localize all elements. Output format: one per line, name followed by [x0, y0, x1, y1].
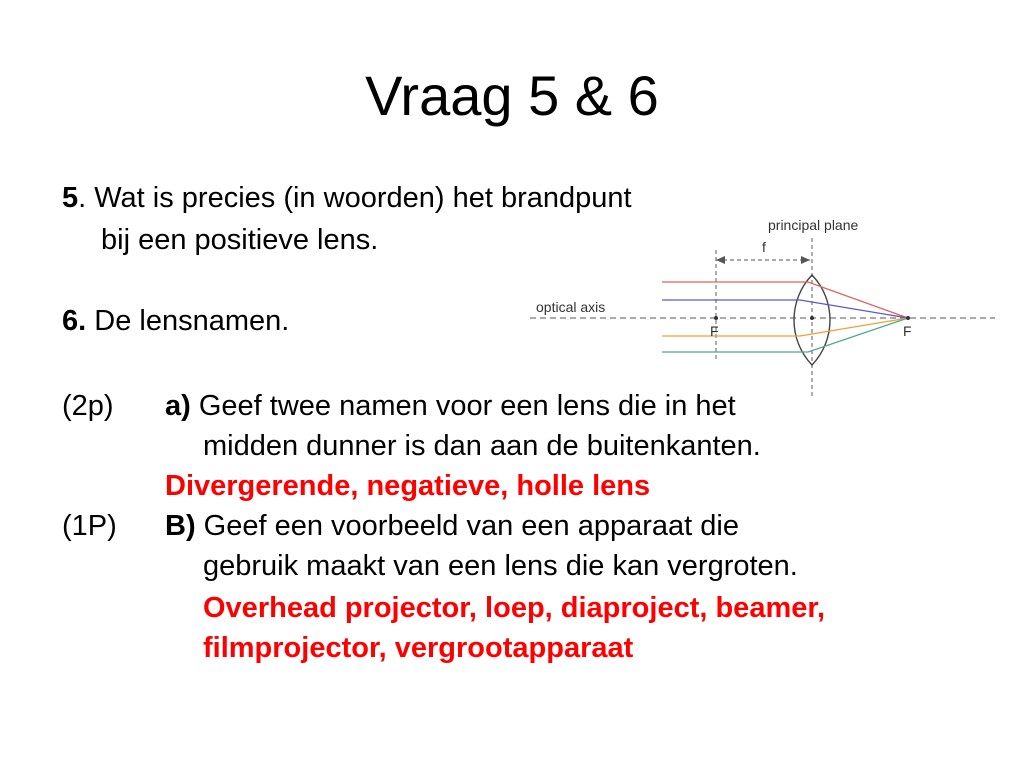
optical-axis-label: optical axis	[536, 299, 606, 315]
question-6-text: De lensnamen.	[94, 305, 290, 337]
question-5-number: 5	[62, 182, 79, 214]
question-b-line-1	[165, 508, 739, 544]
question-a-points: (2p)	[62, 390, 114, 422]
question-5-line-2: bij een positieve lens.	[101, 224, 379, 256]
focus-point-right	[906, 316, 910, 320]
question-b-answer-1: Overhead projector, loep, diaproject, beamer,	[203, 592, 826, 624]
ray-green	[662, 318, 908, 352]
focal-arrow-right-head	[801, 256, 810, 264]
question-5-text: . Wat is precies (in woorden) het brandpunt	[78, 182, 632, 214]
question-6-line	[62, 303, 289, 339]
question-b-text: Geef een voorbeeld van een apparaat die	[203, 510, 739, 542]
question-b-line-2: gebruik maakt van een lens die kan vergroten.	[203, 550, 798, 582]
lens-diagram-svg	[530, 210, 1000, 400]
question-6-number: 6.	[62, 305, 87, 337]
focus-point-left	[714, 316, 718, 320]
question-b-label: B)	[165, 510, 196, 542]
question-a-answer: Divergerende, negatieve, holle lens	[165, 470, 651, 502]
principal-plane-label: principal plane	[768, 217, 859, 233]
focal-arrow-left-head	[716, 256, 725, 264]
lens-center-point	[810, 316, 814, 320]
question-a-line-1	[165, 388, 736, 424]
ray-blue	[662, 300, 908, 318]
question-a-line-2: midden dunner is dan aan de buitenkanten.	[203, 430, 761, 462]
focal-length-label: f	[762, 239, 766, 255]
focus-right-label: F	[903, 323, 912, 339]
slide-title: Vraag 5 & 6	[365, 64, 659, 127]
question-a-label: a)	[165, 390, 191, 422]
question-b-points: (1P)	[62, 510, 117, 542]
lens-diagram	[530, 210, 1000, 400]
focus-left-label: F	[710, 323, 719, 339]
ray-orange	[662, 318, 908, 336]
question-b-answer-2: filmprojector, vergrootapparaat	[203, 632, 634, 664]
question-a-text: Geef twee namen voor een lens die in het	[198, 390, 736, 422]
